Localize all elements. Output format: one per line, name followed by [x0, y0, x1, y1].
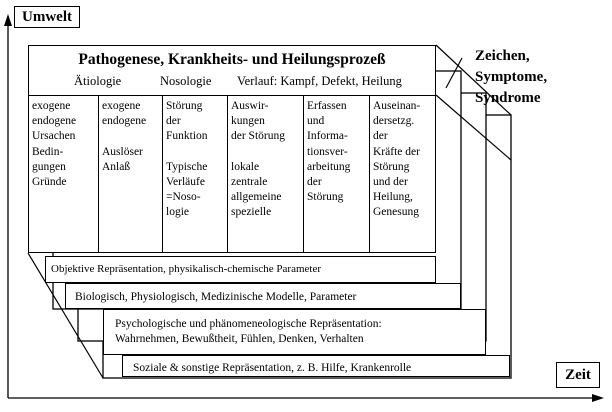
- y-axis-label: Umwelt: [14, 6, 80, 28]
- subtitle-verlauf: Verlauf: Kampf, Defekt, Heilung: [237, 74, 402, 88]
- column-auseinandersetzung: Auseinan- dersetzg. der Kräfte der Störung und der Heilung, Genesung: [373, 100, 421, 219]
- layer-biological: [65, 283, 461, 309]
- y-axis-arrowhead: [4, 14, 12, 26]
- column-ausloeser: exogene endogene Auslöser Anlaß: [99, 96, 163, 252]
- layer-psychological-label: Psychologische und phänomeneologische Repräsentation: Wahrnehmen, Bewußtheit, Fühlen, Denken, Verhalten: [115, 318, 382, 345]
- process-box: [28, 45, 436, 253]
- x-axis-label: Zeit: [556, 362, 600, 388]
- side-title-line-3: Syndrome: [475, 90, 541, 106]
- x-axis-arrowhead: [592, 394, 604, 402]
- side-title: [475, 46, 547, 109]
- side-title-line-1: Zeichen,: [475, 48, 530, 64]
- column-stoerung-funktion: Störung der Funktion Typische Verläufe =Noso- logie: [163, 96, 228, 252]
- column-erfassen: Erfassen und Informa- tionsver- arbeitung der Störung: [304, 96, 370, 252]
- layer-social-label: Soziale & sonstige Repräsentation, z. B. Hilfe, Krankenrolle: [133, 362, 412, 374]
- layer-social: [122, 355, 510, 377]
- layer-objective-label: Objektive Repräsentation, physikalisch-chemische Parameter: [51, 263, 322, 275]
- layer-objective: [45, 256, 436, 283]
- subtitle-nosologie: Nosologie: [160, 74, 212, 88]
- process-title: Pathogenese, Krankheits- und Heilungsprozeß: [78, 51, 386, 68]
- layer-psychological: [103, 309, 486, 355]
- layer-biological-label: Biologisch, Physiologisch, Medizinische Modelle, Parameter: [75, 291, 357, 303]
- process-header: [29, 46, 435, 96]
- side-title-line-2: Symptome,: [475, 69, 548, 85]
- column-auswirkungen: Auswir- kungen der Störung lokale zentrale allgemeine spezielle: [228, 96, 304, 252]
- subtitle-aetiologie: Ätiologie: [74, 74, 122, 88]
- column-ursachen: exogene endogene Ursachen Bedin- gungen Gründe: [29, 96, 99, 252]
